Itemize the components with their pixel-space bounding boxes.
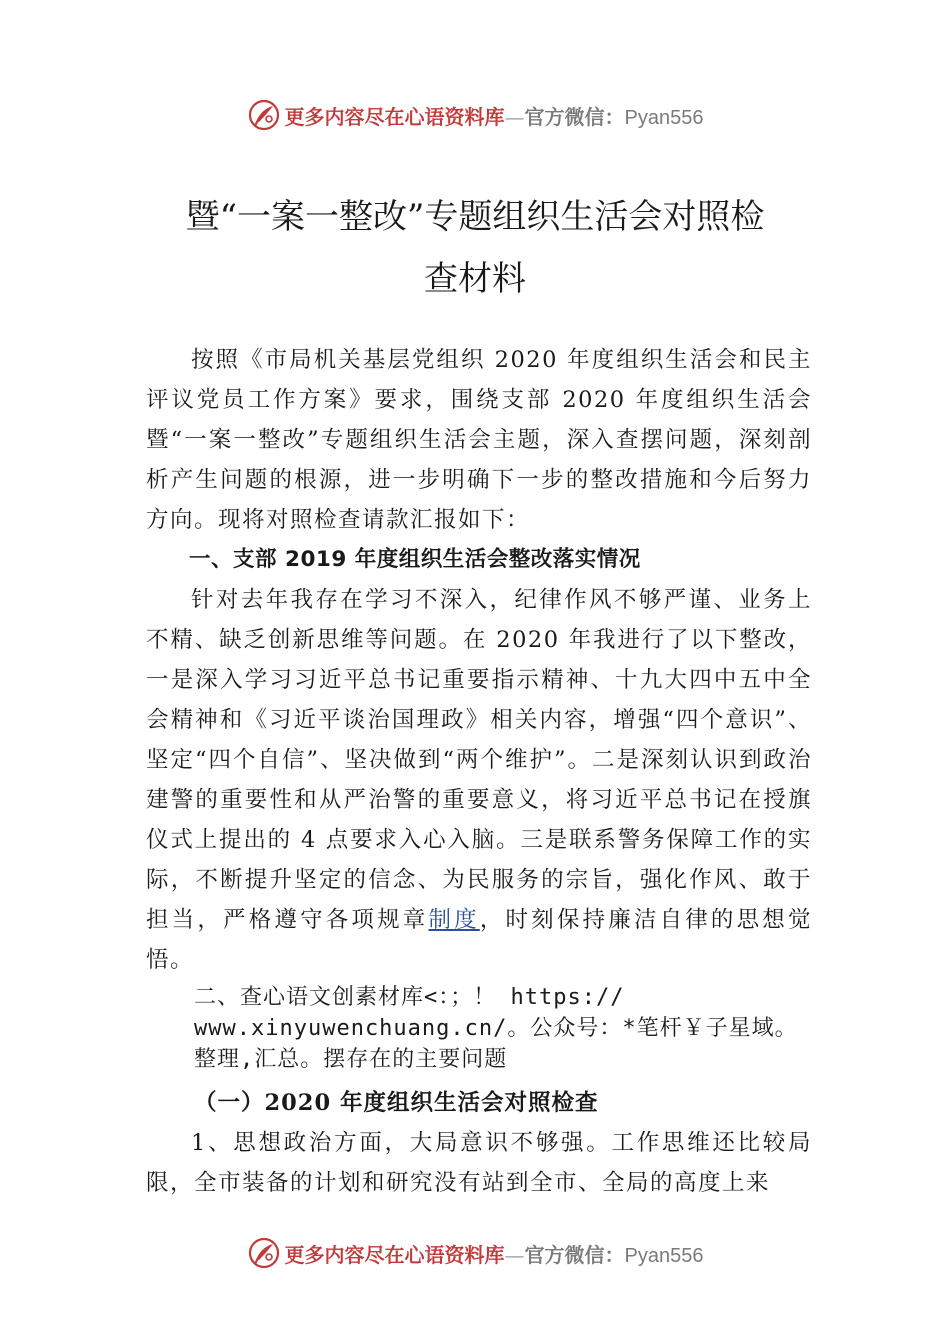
- banner-text: [285, 101, 704, 130]
- banner-dash: —: [504, 104, 525, 129]
- section-heading-2-line-2: www.xinyuwenchuang.cn/。公众号：*笔杆￥子星域。整理,汇总。摆存在的主要问题: [194, 1016, 798, 1072]
- banner-label: 官方微信：: [524, 1242, 625, 1267]
- brand-logo-icon: [247, 1236, 281, 1270]
- banner-brand: 更多内容尽在心语资料库: [284, 1242, 505, 1267]
- document-title: [140, 186, 810, 310]
- section-heading-2-watermarked: [146, 980, 812, 1083]
- banner-dash: —: [504, 1242, 525, 1267]
- section-heading-1: 一、支部 2019 年度组织生活会整改落实情况: [189, 547, 641, 572]
- rectification-text-2: ，时刻保持廉洁自律的思想觉悟。: [146, 907, 812, 973]
- subsection-heading-1: （一）2020 年度组织生活会对照检查: [194, 1090, 599, 1116]
- rectification-paragraph: [146, 580, 812, 980]
- title-line-2: 查材料: [424, 259, 526, 299]
- section-heading-2-line-1: 二、查心语文创素材库<：；！ https://: [194, 985, 625, 1010]
- banner-brand: 更多内容尽在心语资料库: [284, 104, 505, 129]
- banner-text: [285, 1239, 704, 1268]
- title-line-1: 暨“一案一整改”专题组织生活会对照检: [185, 197, 765, 237]
- intro-paragraph: 按照《市局机关基层党组织 2020 年度组织生活会和民主评议党员工作方案》要求，围绕支部 2020 年度组织生活会暨“一案一整改”专题组织生活会主题，深入查摆问题，深刻剖析产生问题的根源，进一步明确下一步的整改措施和今后努力方向。现将对照检查请款汇报如下：: [146, 347, 812, 533]
- footer-watermark-banner: [0, 1233, 950, 1273]
- regulation-link[interactable]: 制度: [428, 907, 480, 933]
- banner-wechat-id: Pyan556: [624, 106, 704, 129]
- rectification-text-1: 针对去年我存在学习不深入，纪律作风不够严谨、业务上不精、缺乏创新思维等问题。在 2020 年我进行了以下整改，一是深入学习习近平总书记重要指示精神、十九大四中五中全会精神和《习近平谈治国理政》相关内容，增强“四个意识”、坚定“四个自信”、坚决做到“两个维护”。二是深刻认识到政治建警的重要性和从严治警的重要意义，将习近平总书记在授旗仪式上提出的 4 点要求入心入脑。三是联系警务保障工作的实际，不断提升坚定的信念、为民服务的宗旨，强化作风、敢于担当，严格遵守各项规章: [146, 587, 812, 933]
- document-body: [146, 340, 812, 1203]
- header-watermark-banner: [0, 95, 950, 135]
- item-1-paragraph: 1、思想政治方面，大局意识不够强。工作思维还比较局限，全市装备的计划和研究没有站到全市、全局的高度上来: [146, 1130, 812, 1196]
- banner-wechat-id: Pyan556: [624, 1244, 704, 1267]
- banner-label: 官方微信：: [524, 104, 625, 129]
- brand-logo-icon: [247, 98, 281, 132]
